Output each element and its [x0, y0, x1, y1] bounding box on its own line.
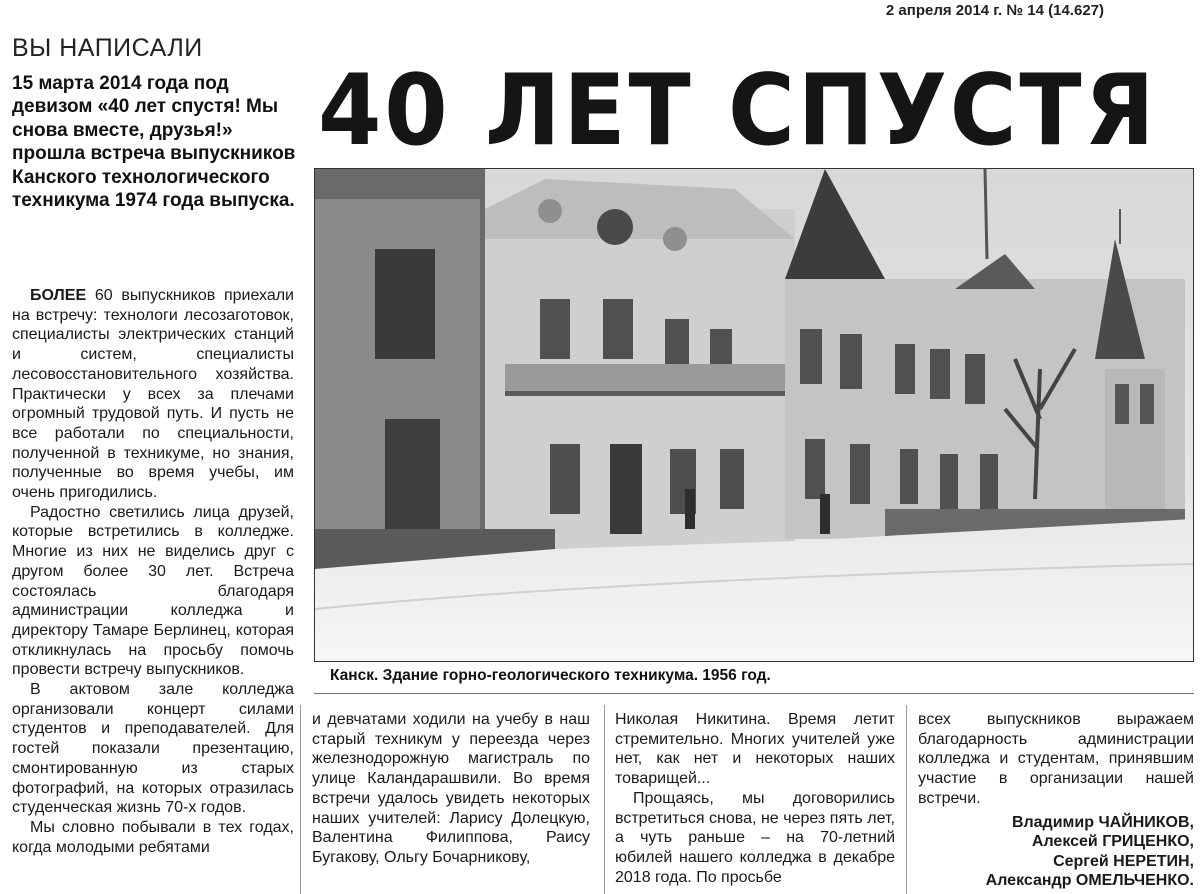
issue-dateline: 2 апреля 2014 г. № 14 (14.627)	[885, 2, 1104, 19]
article-column-2	[312, 710, 590, 868]
article-lead: 15 марта 2014 года под девизом «40 лет спустя! Мы снова вместе, друзья!» прошла встреча выпускников Канского технологического техникума 1974 года выпуска.	[12, 73, 296, 212]
rubric-heading: ВЫ НАПИСАЛИ	[12, 34, 203, 62]
article-column-1	[12, 286, 294, 857]
paragraph-5: и девчатами ходили на учебу в наш старый техникум у переезда через железнодорожную магистраль по улице Каландарашвили. Во время встречи удалось увидеть некоторых наших учителей: Ларису Долецкую, Валентина Филиппова, Раису Бугакову, Ольгу Бочарникову,	[312, 711, 590, 866]
article-column-3	[615, 710, 895, 887]
author-signatures	[918, 813, 1194, 891]
signature-2: Алексей ГРИЦЕНКО,	[1031, 833, 1194, 851]
signature-3: Сергей НЕРЕТИН,	[1053, 852, 1194, 870]
article-column-4	[918, 710, 1194, 891]
paragraph-2: Радостно светились лица друзей, которые встретились в колледже. Многие из них не виделись друг с другом более 30 лет. Встреча состоялась благодаря администрации колледжа и директору Тамаре Берлинец, которая откликнулась на просьбу помочь провести встречу выпускников.	[12, 503, 294, 679]
paragraph-6: Николая Никитина. Время летит стремительно. Многих учителей уже нет, как нет и некоторых наших товарищей...	[615, 711, 895, 788]
drop-lead-word: БОЛЕЕ	[30, 287, 87, 304]
paragraph-4: Мы словно побывали в тех годах, когда молодыми ребятами	[12, 818, 294, 856]
column-divider	[300, 705, 301, 894]
building-illustration	[315, 169, 1193, 661]
historic-building-photo	[314, 168, 1194, 662]
signature-1: Владимир ЧАЙНИКОВ,	[1011, 813, 1194, 831]
paragraph-7: Прощаясь, мы договорились встретиться снова, не через пять лет, а чуть раньше – на 70-летний юбилей нашего колледжа в декабре 2018 года. По просьбе	[615, 789, 895, 886]
paragraph-8: всех выпускников выражаем благодарность администрации колледжа и студентам, принявшим участие в организации нашей встречи.	[918, 711, 1194, 807]
paragraph-1-text: 60 выпускников приехали на встречу: технологи лесозаготовок, специалисты электрических станций и систем, специалисты лесовосстановительного хозяйства. Практически у всех за плечами огромный трудовой путь. И пусть не все работали по специальности, полученной в техникуме, но знания, полученные во время учебы, им очень пригодились.	[12, 287, 294, 502]
photo-caption: Канск. Здание горно-геологического техникума. 1956 год.	[330, 667, 771, 684]
caption-divider	[314, 693, 1194, 694]
paragraph-1	[12, 286, 294, 503]
signature-4: Александр ОМЕЛЬЧЕНКО.	[985, 872, 1194, 890]
article-headline: 40 ЛЕТ СПУСТЯ	[318, 54, 1158, 168]
paragraph-3: В актовом зале колледжа организовали концерт силами студентов и преподавателей. Для гостей показали презентацию, смонтированную из старых фотографий, на которых отразилась студенческая жизнь 70-х годов.	[12, 681, 294, 817]
column-divider	[906, 705, 907, 894]
column-divider	[604, 705, 605, 894]
